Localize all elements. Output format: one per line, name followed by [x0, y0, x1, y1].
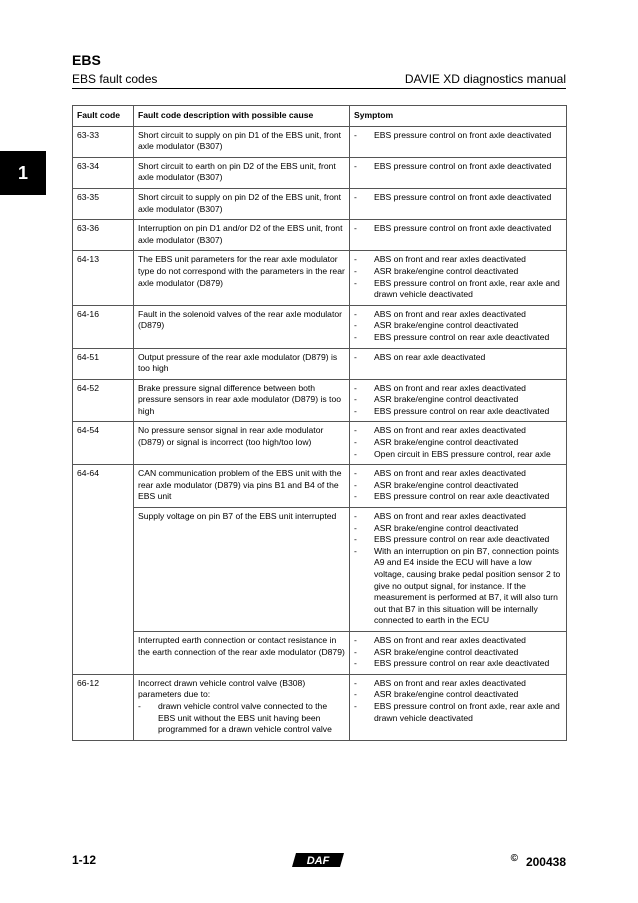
bullet-dash: -	[354, 191, 357, 202]
symptom-item	[354, 332, 562, 344]
symptom-text: ASR brake/engine control deactivated	[374, 437, 519, 448]
fault-code-cell: 66-12	[73, 674, 134, 740]
description-sub-item	[138, 701, 345, 736]
symptom-text: ABS on front and rear axles deactivated	[374, 511, 526, 522]
bullet-dash: -	[354, 320, 357, 331]
symptom-item	[354, 266, 562, 278]
page-number: 1-12	[72, 853, 97, 867]
symptom-item	[354, 425, 562, 437]
description-text: The EBS unit parameters for the rear axle modulator type do not correspond with the parameters in the rear axle modulator (D879)	[138, 254, 345, 288]
symptom-cell	[350, 220, 567, 251]
symptom-text: ASR brake/engine control deactivated	[374, 646, 519, 657]
bullet-dash: -	[354, 677, 357, 688]
description-cell	[134, 157, 350, 188]
symptom-item	[354, 437, 562, 449]
symptom-item	[354, 511, 562, 523]
table-row	[73, 379, 567, 422]
table-row	[73, 674, 567, 740]
symptom-item	[354, 352, 562, 364]
description-text: Brake pressure signal difference between both pressure sensors in rear axle modulator (D879) is too high	[138, 382, 341, 416]
symptom-text: ASR brake/engine control deactivated	[374, 479, 519, 490]
symptom-cell	[350, 422, 567, 465]
symptom-text: ABS on front and rear axles deactivated	[374, 382, 526, 393]
symptom-text: EBS pressure control on front axle, rear axle and drawn vehicle deactivated	[374, 277, 560, 300]
symptom-text: ABS on rear axle deactivated	[374, 351, 486, 362]
symptom-text: EBS pressure control on rear axle deactivated	[374, 491, 550, 502]
description-cell	[134, 251, 350, 305]
symptom-text: ASR brake/engine control deactivated	[374, 265, 519, 276]
symptom-cell	[350, 251, 567, 305]
description-text: Interruption on pin D1 and/or D2 of the EBS unit, front axle modulator (B307)	[138, 223, 343, 245]
symptom-cell	[350, 126, 567, 157]
fault-code-table	[72, 105, 567, 741]
bullet-dash: -	[354, 351, 357, 362]
symptom-text: EBS pressure control on front axle, rear axle and drawn vehicle deactivated	[374, 700, 560, 723]
symptom-item	[354, 192, 562, 204]
description-cell	[134, 126, 350, 157]
bullet-dash: -	[354, 658, 357, 669]
document-number	[511, 853, 566, 869]
description-cell	[134, 379, 350, 422]
symptom-text: EBS pressure control on rear axle deactivated	[374, 534, 550, 545]
description-text: Output pressure of the rear axle modulator (D879) is too high	[138, 351, 338, 374]
page-subtitle: EBS fault codes	[72, 72, 158, 86]
description-cell	[134, 508, 350, 632]
symptom-item	[354, 383, 562, 395]
bullet-dash: -	[354, 689, 357, 700]
description-cell	[134, 220, 350, 251]
sub-item-text: drawn vehicle control valve connected to the EBS unit without the EBS unit having been programmed for a drawn vehicle control valve	[158, 700, 332, 735]
bullet-dash: -	[354, 522, 357, 533]
symptom-text: ASR brake/engine control deactivated	[374, 522, 519, 533]
fault-code-cell	[73, 631, 134, 674]
table-row	[73, 157, 567, 188]
symptom-text: ABS on front and rear axles deactivated	[374, 677, 526, 688]
symptom-cell	[350, 631, 567, 674]
column-header-fault-code: Fault code	[73, 106, 134, 127]
bullet-dash: -	[354, 437, 357, 448]
bullet-dash: -	[354, 511, 357, 522]
description-cell	[134, 422, 350, 465]
bullet-dash: -	[354, 425, 357, 436]
table-row	[73, 305, 567, 348]
symptom-text: ASR brake/engine control deactivated	[374, 689, 519, 700]
symptom-item	[354, 678, 562, 690]
symptom-item	[354, 647, 562, 659]
logo-text: DAF	[306, 855, 330, 867]
description-text: Short circuit to supply on pin D1 of the EBS unit, front axle modulator (B307)	[138, 129, 342, 152]
symptom-cell	[350, 157, 567, 188]
fault-code-cell: 64-52	[73, 379, 134, 422]
bullet-dash: -	[354, 479, 357, 490]
description-text: Incorrect drawn vehicle control valve (B308) parameters due to:	[138, 677, 306, 700]
symptom-cell	[350, 674, 567, 740]
table-row	[73, 422, 567, 465]
copyright-symbol: ©	[510, 853, 518, 864]
symptom-text: EBS pressure control on rear axle deactivated	[374, 658, 550, 669]
description-cell	[134, 348, 350, 379]
symptom-text: EBS pressure control on front axle deactivated	[374, 160, 552, 171]
description-cell	[134, 674, 350, 740]
description-cell	[134, 465, 350, 508]
fault-code-cell	[73, 508, 134, 632]
symptom-item	[354, 130, 562, 142]
bullet-dash: -	[354, 160, 357, 171]
bullet-dash: -	[138, 700, 141, 711]
daf-logo	[292, 853, 344, 867]
description-text: Short circuit to supply on pin D2 of the EBS unit, front axle modulator (B307)	[138, 191, 342, 214]
bullet-dash: -	[354, 382, 357, 393]
table-row	[73, 348, 567, 379]
symptom-text: EBS pressure control on rear axle deactivated	[374, 405, 550, 416]
header-divider	[72, 88, 566, 89]
fault-code-cell: 64-64	[73, 465, 134, 508]
symptom-text: ABS on front and rear axles deactivated	[374, 308, 526, 319]
table-row	[73, 188, 567, 219]
symptom-item	[354, 491, 562, 503]
column-header-symptom: Symptom	[350, 106, 567, 127]
symptom-text: ASR brake/engine control deactivated	[374, 394, 519, 405]
bullet-dash: -	[354, 468, 357, 479]
symptom-item	[354, 534, 562, 546]
table-row	[73, 631, 567, 674]
bullet-dash: -	[354, 634, 357, 645]
symptom-text: ABS on front and rear axles deactivated	[374, 254, 526, 265]
symptom-item	[354, 468, 562, 480]
fault-code-cell: 64-51	[73, 348, 134, 379]
description-cell	[134, 188, 350, 219]
description-cell	[134, 305, 350, 348]
symptom-item	[354, 309, 562, 321]
bullet-dash: -	[354, 405, 357, 416]
fault-code-cell: 64-16	[73, 305, 134, 348]
bullet-dash: -	[354, 254, 357, 265]
bullet-dash: -	[354, 646, 357, 657]
symptom-text: ABS on front and rear axles deactivated	[374, 634, 526, 645]
symptom-cell	[350, 188, 567, 219]
symptom-item	[354, 394, 562, 406]
bullet-dash: -	[354, 308, 357, 319]
table-row	[73, 251, 567, 305]
document-number-value: 200438	[525, 855, 566, 869]
description-text: Interrupted earth connection or contact resistance in the earth connection of the rear axle modulator (D879)	[138, 634, 345, 657]
description-text: Supply voltage on pin B7 of the EBS unit interrupted	[138, 511, 337, 522]
symptom-text: With an interruption on pin B7, connection points A9 and E4 inside the ECU will have a low voltage, causing brake pedal position sensor 2 to give no output signal, for instance. If the measurement is performed at B7, it will also turn out that B7 in this situation will be internally connected to earth in the ECU	[374, 545, 561, 626]
table-row	[73, 126, 567, 157]
symptom-cell	[350, 348, 567, 379]
symptom-item	[354, 689, 562, 701]
description-text: No pressure sensor signal in rear axle modulator (D879) or signal is incorrect (too high/too low)	[138, 425, 324, 448]
symptom-item	[354, 701, 562, 724]
bullet-dash: -	[354, 545, 357, 556]
symptom-text: EBS pressure control on front axle deactivated	[374, 129, 552, 140]
table-row	[73, 508, 567, 632]
bullet-dash: -	[354, 223, 357, 234]
symptom-text: ASR brake/engine control deactivated	[374, 320, 519, 331]
bullet-dash: -	[354, 331, 357, 342]
bullet-dash: -	[354, 277, 357, 288]
description-text: Fault in the solenoid valves of the rear axle modulator (D879)	[138, 308, 342, 331]
symptom-text: ABS on front and rear axles deactivated	[374, 425, 526, 436]
table-body	[73, 126, 567, 740]
symptom-text: ABS on front and rear axles deactivated	[374, 468, 526, 479]
table-row	[73, 465, 567, 508]
symptom-item	[354, 523, 562, 535]
symptom-item	[354, 320, 562, 332]
fault-code-cell: 64-54	[73, 422, 134, 465]
bullet-dash: -	[354, 129, 357, 140]
symptom-item	[354, 546, 562, 627]
symptom-item	[354, 449, 562, 461]
bullet-dash: -	[354, 491, 357, 502]
symptom-item	[354, 480, 562, 492]
symptom-item	[354, 406, 562, 418]
column-header-description: Fault code description with possible cause	[134, 106, 350, 127]
fault-code-cell: 63-33	[73, 126, 134, 157]
symptom-text: Open circuit in EBS pressure control, rear axle	[374, 448, 551, 459]
symptom-cell	[350, 305, 567, 348]
description-cell	[134, 631, 350, 674]
symptom-item	[354, 658, 562, 670]
bullet-dash: -	[354, 265, 357, 276]
bullet-dash: -	[354, 534, 357, 545]
table-row	[73, 220, 567, 251]
table-header-row	[73, 106, 567, 127]
section-title: EBS	[72, 52, 101, 68]
fault-code-cell: 63-35	[73, 188, 134, 219]
chapter-tab: 1	[0, 151, 46, 195]
symptom-item	[354, 254, 562, 266]
fault-code-cell: 63-34	[73, 157, 134, 188]
symptom-item	[354, 223, 562, 235]
bullet-dash: -	[354, 700, 357, 711]
symptom-item	[354, 635, 562, 647]
symptom-cell	[350, 379, 567, 422]
symptom-cell	[350, 508, 567, 632]
description-text: Short circuit to earth on pin D2 of the EBS unit, front axle modulator (B307)	[138, 160, 336, 183]
fault-code-cell: 63-36	[73, 220, 134, 251]
symptom-text: EBS pressure control on front axle deactivated	[374, 191, 552, 202]
symptom-text: EBS pressure control on front axle deactivated	[374, 223, 552, 234]
symptom-text: EBS pressure control on rear axle deactivated	[374, 331, 550, 342]
fault-code-cell: 64-13	[73, 251, 134, 305]
description-text: CAN communication problem of the EBS unit with the rear axle modulator (D879) via pins B1 and B4 of the EBS unit	[138, 468, 342, 502]
symptom-cell	[350, 465, 567, 508]
symptom-item	[354, 278, 562, 301]
symptom-item	[354, 161, 562, 173]
bullet-dash: -	[354, 394, 357, 405]
manual-title: DAVIE XD diagnostics manual	[404, 72, 566, 86]
bullet-dash: -	[354, 448, 357, 459]
